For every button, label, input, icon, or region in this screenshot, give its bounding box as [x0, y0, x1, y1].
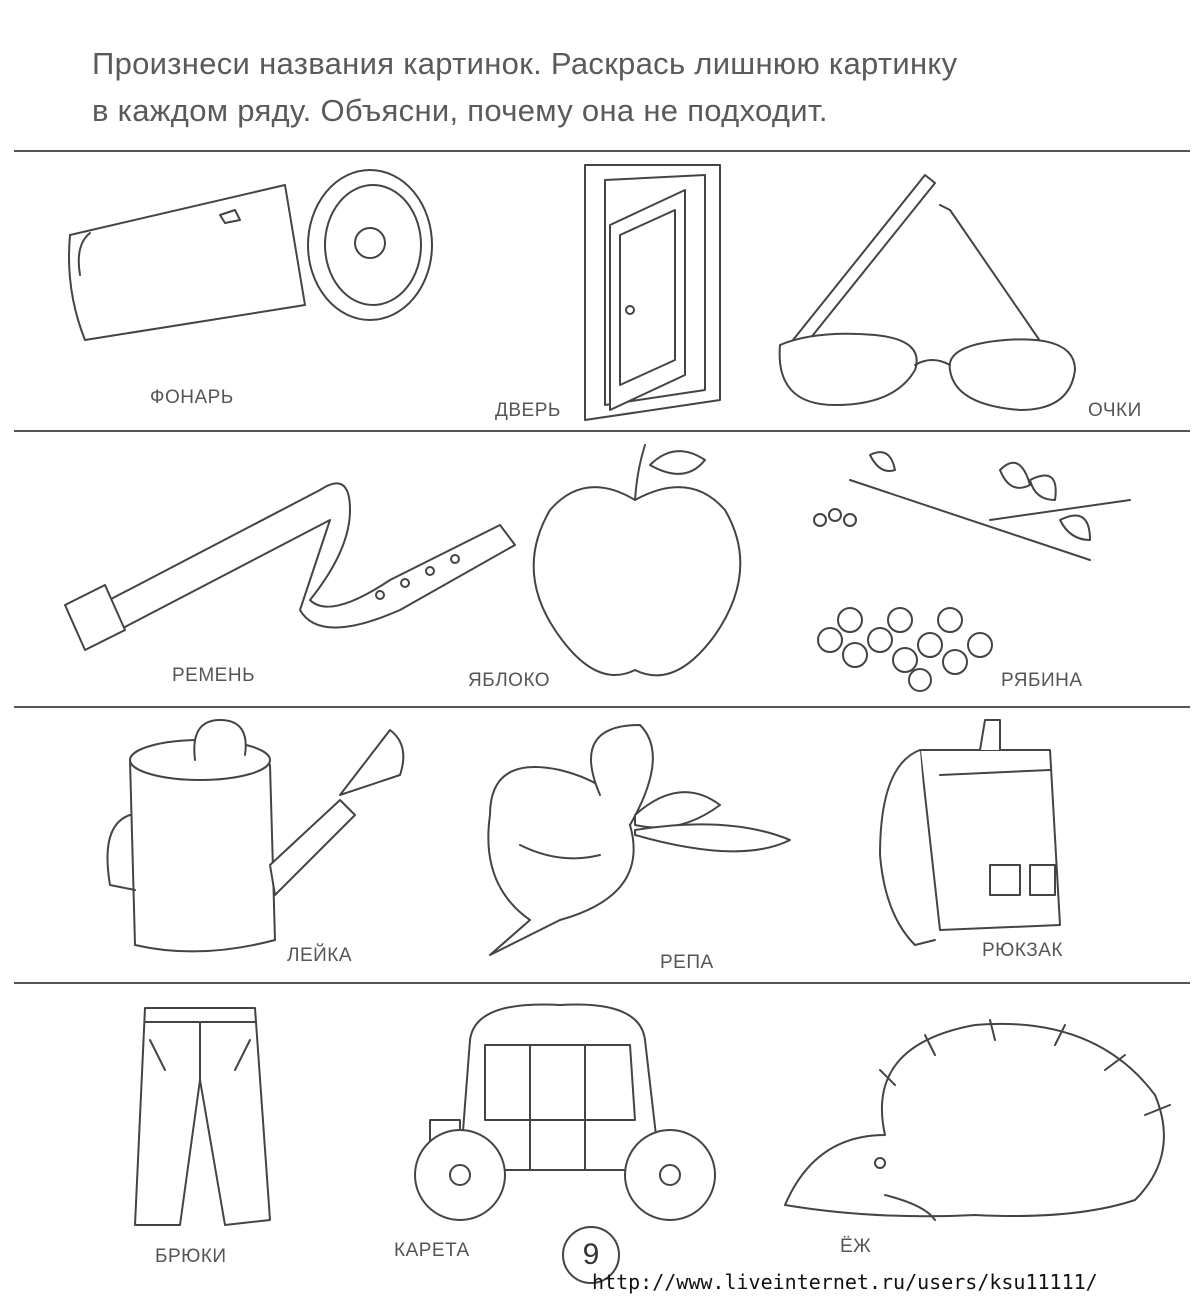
- item-label-watering-can: ЛЕЙКА: [287, 945, 353, 966]
- instructions-line-1: Произнеси названия картинок. Раскрась лишнюю картинку: [92, 46, 958, 81]
- hedgehog-icon: [775, 1015, 1185, 1230]
- instructions: [92, 40, 1172, 134]
- item-label-rowan: РЯБИНА: [1001, 670, 1083, 691]
- rowan-icon: [790, 440, 1160, 695]
- watermark-url: http://www.liveinternet.ru/users/ksu11111/: [592, 1270, 1098, 1294]
- item-label-trousers: БРЮКИ: [155, 1246, 227, 1267]
- trousers-icon: [125, 1000, 275, 1235]
- item-label-hedgehog: ЁЖ: [840, 1236, 872, 1257]
- row-divider: [14, 982, 1190, 984]
- instructions-line-2: в каждом ряду. Объясни, почему она не подходит.: [92, 93, 828, 128]
- item-label-backpack: РЮКЗАК: [982, 940, 1063, 961]
- apple-icon: [525, 440, 755, 690]
- door-icon: [580, 160, 730, 425]
- backpack-icon: [860, 715, 1070, 965]
- flashlight-icon: [55, 165, 445, 355]
- row-divider: [14, 430, 1190, 432]
- page-number: 9: [562, 1226, 620, 1284]
- item-label-apple: ЯБЛОКО: [468, 670, 551, 691]
- item-label-flashlight: ФОНАРЬ: [150, 387, 234, 408]
- item-label-belt: РЕМЕНЬ: [172, 665, 256, 686]
- turnip-icon: [450, 715, 800, 965]
- item-label-door: ДВЕРЬ: [495, 400, 561, 421]
- watering-can-icon: [100, 715, 410, 960]
- item-label-glasses: ОЧКИ: [1088, 400, 1142, 421]
- belt-icon: [60, 470, 520, 655]
- item-label-turnip: РЕПА: [660, 952, 714, 973]
- row-divider: [14, 150, 1190, 152]
- row-divider: [14, 706, 1190, 708]
- carriage-icon: [400, 990, 730, 1230]
- item-label-carriage: КАРЕТА: [394, 1240, 470, 1261]
- glasses-icon: [775, 165, 1085, 415]
